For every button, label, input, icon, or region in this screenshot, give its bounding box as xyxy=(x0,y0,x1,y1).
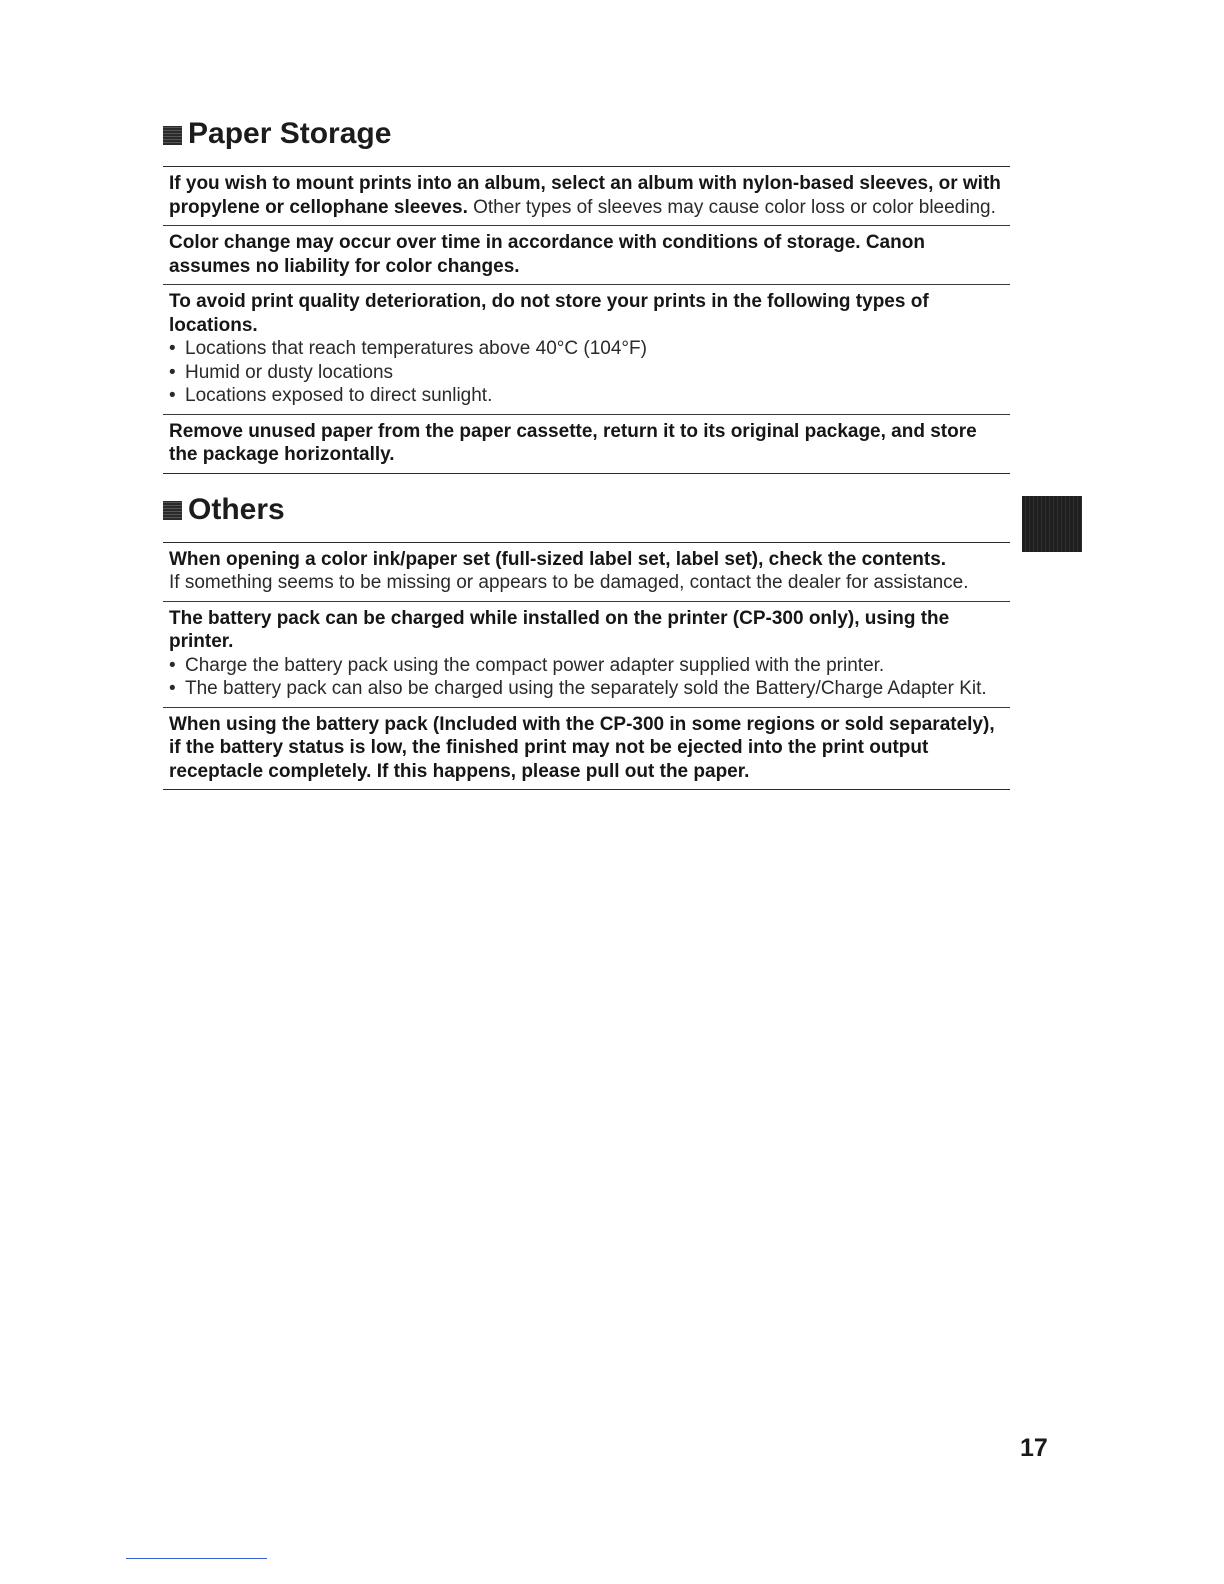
section-end-rule xyxy=(163,789,1010,790)
note-bold-text: Remove unused paper from the paper cassette, return it to its original package, and store the package horizontally. xyxy=(169,420,977,465)
note-unused-paper xyxy=(163,415,1010,473)
note-battery-charge xyxy=(163,602,1010,707)
chapter-side-tab xyxy=(1022,496,1082,552)
note-bold-text: Color change may occur over time in accordance with conditions of storage. Canon assumes no liability for color changes. xyxy=(169,232,925,277)
section-marker-icon xyxy=(163,126,182,145)
note-album-sleeves xyxy=(163,167,1010,225)
list-item: • Locations that reach temperatures above 40°C (104°F) xyxy=(169,337,1004,361)
list-item: • Humid or dusty locations xyxy=(169,361,1004,385)
bullet-list xyxy=(169,337,1004,408)
note-bold-text: The battery pack can be charged while installed on the printer (CP-300 only), using the printer. xyxy=(169,607,950,652)
list-item: • Charge the battery pack using the compact power adapter supplied with the printer. xyxy=(169,654,1004,678)
note-battery-low xyxy=(163,708,1010,790)
note-bold-text: To avoid print quality deterioration, do not store your prints in the following types of locations. xyxy=(169,291,929,336)
list-item: • Locations exposed to direct sunlight. xyxy=(169,384,1004,408)
note-bold-text: When opening a color ink/paper set (full-sized label set, label set), check the contents. xyxy=(169,548,947,570)
section-heading-others xyxy=(163,488,1010,532)
note-storage-locations xyxy=(163,285,1010,414)
note-normal-text: Other types of sleeves may cause color loss or color bleeding. xyxy=(467,196,996,218)
note-normal-text: If something seems to be missing or appears to be damaged, contact the dealer for assistance. xyxy=(169,572,969,593)
note-color-change xyxy=(163,226,1010,284)
section-marker-icon xyxy=(163,501,182,520)
section-title: Others xyxy=(188,492,285,526)
footer-underline xyxy=(126,1558,267,1559)
page-number: 17 xyxy=(1020,1434,1048,1462)
note-check-contents xyxy=(163,543,1010,601)
bullet-list xyxy=(169,654,1004,701)
section-heading-paper-storage xyxy=(163,112,1010,156)
note-bold-text: When using the battery pack (Included with the CP-300 in some regions or sold separately), if the battery status is low, the finished print may not be ejected into the print output receptacle completely. If this happens, please pull out the paper. xyxy=(169,713,995,782)
list-item: • The battery pack can also be charged using the separately sold the Battery/Charge Adapter Kit. xyxy=(169,677,1004,701)
note-bold-text: If you wish to mount prints into an album, select an album with nylon-based sleeves, or with propylene or cellophane sleeves. xyxy=(169,173,1001,218)
page-content xyxy=(163,112,1010,790)
section-title: Paper Storage xyxy=(188,117,392,150)
